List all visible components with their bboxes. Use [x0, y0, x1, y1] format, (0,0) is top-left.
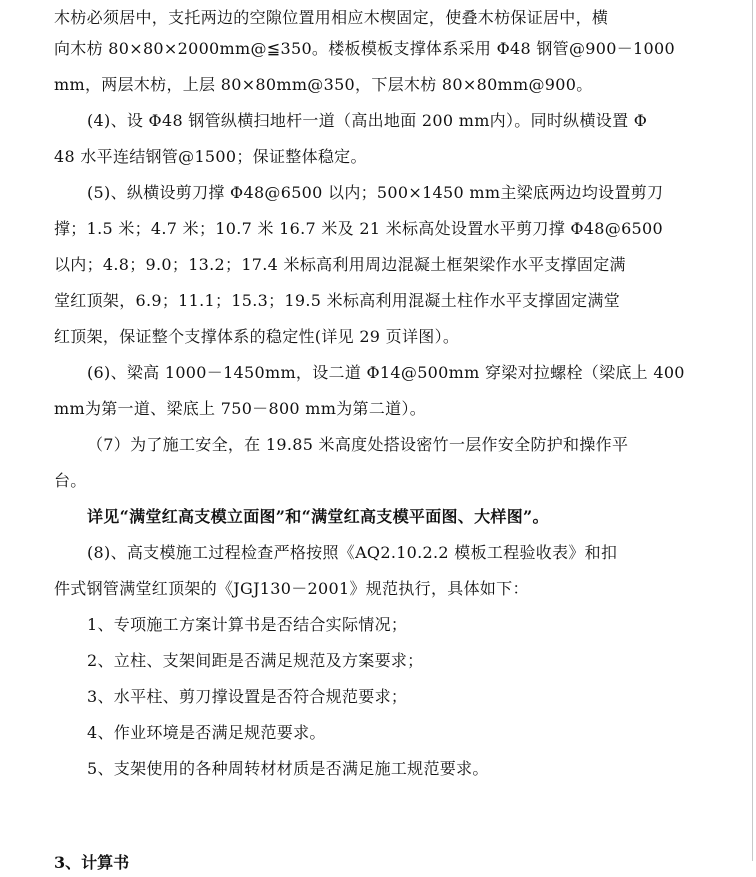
checklist-item-2: 2、立柱、支架间距是否满足规范及方案要求；: [87, 651, 424, 670]
paragraph-3-line-3: mm，两层木枋，上层 80×80mm@350，下层木枋 80×80mm@900。: [54, 75, 593, 94]
item-6-line-2: mm为第一道、梁底上 750－800 mm为第二道）。: [54, 399, 427, 418]
item-5-line-3: 以内；4.8；9.0；13.2；17.4 米标高利用周边混凝土框架梁作水平支撑固定满: [54, 255, 626, 274]
checklist-item-3: 3、水平柱、剪刀撑设置是否符合规范要求；: [87, 687, 408, 706]
item-7-line-1: （7）为了施工安全，在 19.85 米高度处搭设密竹一层作安全防护和操作平: [87, 435, 629, 454]
item-4-line-1: (4)、设 Φ48 钢管纵横扫地杆一道（高出地面 200 mm内）。同时纵横设置 Φ: [87, 111, 648, 130]
item-5-line-5: 红顶架，保证整个支撑体系的稳定性(详见 29 页详图）。: [54, 327, 460, 346]
checklist-item-4: 4、作业环境是否满足规范要求。: [87, 723, 326, 742]
checklist-item-1: 1、专项施工方案计算书是否结合实际情况；: [87, 615, 408, 634]
item-7-line-2: 台。: [54, 471, 87, 490]
item-4-line-2: 48 水平连结钢管@1500；保证整体稳定。: [54, 147, 367, 166]
paragraph-3-line-1: 木枋必须居中，支托两边的空隙位置用相应木楔固定，使叠木枋保证居中，横: [54, 8, 609, 27]
item-5-line-1: (5)、纵横设剪刀撑 Φ48@6500 以内；500×1450 mm主梁底两边均设置剪刀: [87, 183, 664, 202]
checklist-item-5: 5、支架使用的各种周转材材质是否满足施工规范要求。: [87, 759, 489, 778]
item-5-line-2: 撑；1.5 米；4.7 米；10.7 米 16.7 米及 21 米标高处设置水平剪刀撑 Φ48@6500: [54, 219, 663, 238]
item-6-line-1: (6)、梁高 1000－1450mm，设二道 Φ14@500mm 穿梁对拉螺栓（梁底上 400: [87, 363, 685, 382]
item-5-line-4: 堂红顶架，6.9；11.1；15.3；19.5 米标高利用混凝土柱作水平支撑固定满堂: [54, 291, 621, 310]
page-edge-divider: [752, 0, 753, 861]
item-8-line-2: 件式钢管满堂红顶架的《JGJ130－2001》规范执行，具体如下：: [54, 579, 529, 598]
next-section-heading: 3、计算书: [54, 853, 130, 872]
item-8-line-1: (8)、高支模施工过程检查严格按照《AQ2.10.2.2 模板工程验收表》和扣: [87, 543, 618, 562]
drawing-reference: 详见“满堂红高支模立面图”和“满堂红高支模平面图、大样图”。: [87, 507, 549, 526]
paragraph-3-line-2: 向木枋 80×80×2000mm@≦350。楼板模板支撑体系采用 Φ48 钢管@900－1000: [54, 39, 675, 58]
